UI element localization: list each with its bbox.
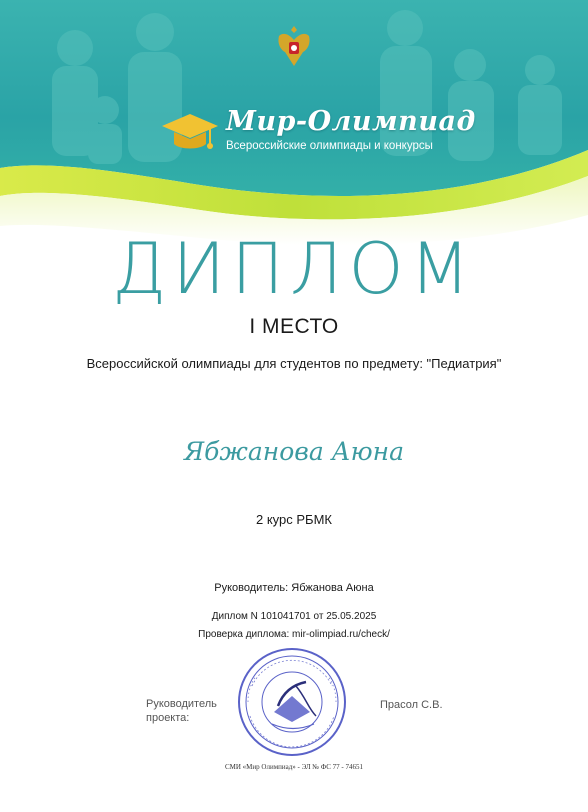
header-banner xyxy=(0,0,588,250)
verification-line: Проверка диплома: mir-olimpiad.ru/check/ xyxy=(198,629,390,640)
supervisor-line: Руководитель: Ябжанова Аюна xyxy=(214,582,374,594)
diploma-title: ДИПЛОМ xyxy=(112,228,476,310)
diploma-number: Диплом N 101041701 от 25.05.2025 xyxy=(211,611,377,622)
russian-coat-of-arms-icon xyxy=(273,22,315,70)
project-head-label-line2: проекта: xyxy=(146,712,190,724)
brand-subtitle: Всероссийские олимпиады и конкурсы xyxy=(226,140,433,152)
graduation-cap-icon xyxy=(158,104,222,160)
recipient-name: Ябжанова Аюна xyxy=(183,437,404,466)
brand-logo xyxy=(158,104,476,164)
course-info: 2 курс РБМК xyxy=(256,512,332,527)
footer-registration: СМИ «Мир Олимпиад» - ЭЛ № ФС 77 - 74651 xyxy=(224,763,364,771)
place-label: I МЕСТО xyxy=(249,315,339,338)
olympiad-subject: Всероссийской олимпиады для студентов по предмету: "Педиатрия" xyxy=(86,356,502,371)
brand-title: Мир-Олимпиад xyxy=(226,106,476,137)
project-head-label-line1: Руководитель xyxy=(146,698,217,710)
official-stamp xyxy=(236,646,348,758)
signatory-name: Прасол С.В. xyxy=(380,699,443,711)
project-head-label xyxy=(146,697,217,725)
